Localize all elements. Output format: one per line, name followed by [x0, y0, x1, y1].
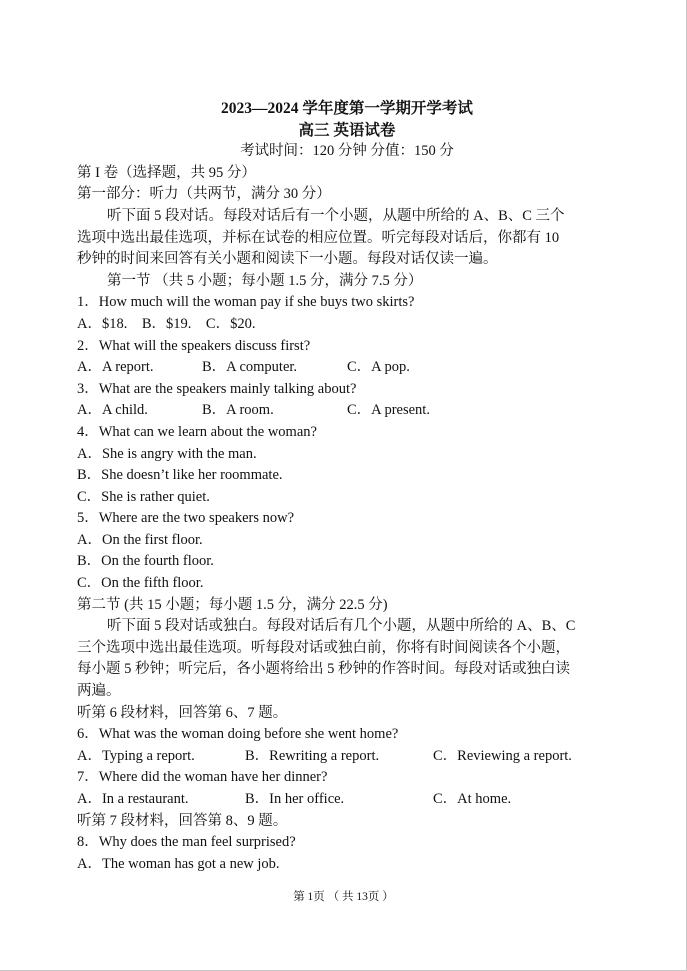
question-stem: 3．What are the speakers mainly talking about?: [77, 380, 357, 397]
material-note: 听第 6 段材料，回答第 6、7 题。: [77, 704, 288, 721]
question-stem: 8．Why does the man feel surprised?: [77, 834, 296, 851]
option-a: A．A report.: [77, 359, 154, 376]
question-stem: 1．How much will the woman pay if she buys two skirts?: [77, 294, 415, 311]
option-a: A．A child.: [77, 402, 148, 419]
exam-content: [77, 98, 617, 875]
instructions-line: 选项中选出最佳选项，并标在试卷的相应位置。听完每段对话后，你都有 10: [77, 229, 560, 246]
question-stem: 6．What was the woman doing before she went home?: [77, 726, 399, 743]
option-c: C．At home.: [433, 791, 512, 807]
question-options: [77, 400, 617, 422]
option-b: B．On the fourth floor.: [77, 553, 214, 570]
option-b: B．A room.: [202, 402, 274, 419]
exam-subtitle: 高三 英语试卷: [298, 121, 396, 139]
page-number: 第 1页 （ 共 13页 ）: [293, 891, 394, 903]
option-c: C．A present.: [347, 402, 430, 419]
question-stem: 4．What can we learn about the woman?: [77, 423, 317, 440]
material-note: 听第 7 段材料，回答第 8、9 题。: [77, 812, 288, 829]
question-options: [77, 746, 617, 768]
option-c: C．On the fifth floor.: [77, 575, 204, 592]
question-stem: 5．Where are the two speakers now?: [77, 510, 295, 527]
option-c: C．She is rather quiet.: [77, 488, 210, 505]
question-options: [77, 314, 617, 336]
option-c: C．A pop.: [347, 359, 410, 376]
option-a: A．On the first floor.: [77, 531, 203, 548]
option-a: A．She is angry with the man.: [77, 445, 257, 462]
instructions-line: 两遍。: [77, 683, 121, 700]
option-a: A．$18.: [77, 315, 128, 332]
instructions-line: 听下面 5 段对话或独白。每段对话后有几个小题，从题中所给的 A、B、C: [107, 618, 576, 635]
option-c: C．Reviewing a report.: [433, 747, 572, 764]
question-options: [77, 789, 617, 811]
section-heading: 第二节 (共 15 小题；每小题 1.5 分，满分 22.5 分): [77, 596, 388, 613]
question-stem: 7．Where did the woman have her dinner?: [77, 769, 328, 786]
option-b: B．$19.: [141, 315, 192, 332]
question-options: [77, 357, 617, 379]
question-stem: 2．What will the speakers discuss first?: [77, 337, 311, 354]
option-a: A．In a restaurant.: [77, 791, 189, 807]
instructions-line: 每小题 5 秒钟；听完后，各小题将给出 5 秒钟的作答时间。每段对话或独白读: [77, 661, 570, 678]
instructions-line: 听下面 5 段对话。每段对话后有一个小题，从题中所给的 A、B、C 三个: [107, 207, 565, 224]
part-heading: 第一部分：听力（共两节，满分 30 分）: [77, 186, 331, 203]
instructions-line: 秒钟的时间来回答有关小题和阅读下一小题。每段对话仅读一遍。: [77, 251, 498, 268]
option-b: B．She doesn’t like her roommate.: [77, 467, 283, 484]
option-b: B．In her office.: [245, 791, 345, 807]
instructions-line: 三个选项中选出最佳选项。听每段对话或独白前，你将有时间阅读各个小题，: [77, 639, 570, 656]
option-b: B．A computer.: [202, 359, 298, 376]
volume-heading: 第 I 卷（选择题，共 95 分）: [77, 164, 256, 181]
option-a: A．The woman has got a new job.: [77, 855, 280, 872]
section-heading: 第一节 （共 5 小题；每小题 1.5 分，满分 7.5 分）: [107, 272, 423, 289]
option-c: C．$20.: [205, 315, 256, 332]
option-b: B．Rewriting a report.: [245, 747, 380, 764]
option-a: A．Typing a report.: [77, 747, 195, 764]
exam-time-score: 考试时间：120 分钟 分值：150 分: [240, 143, 454, 160]
exam-title: 2023—2024 学年度第一学期开学考试: [221, 100, 473, 117]
